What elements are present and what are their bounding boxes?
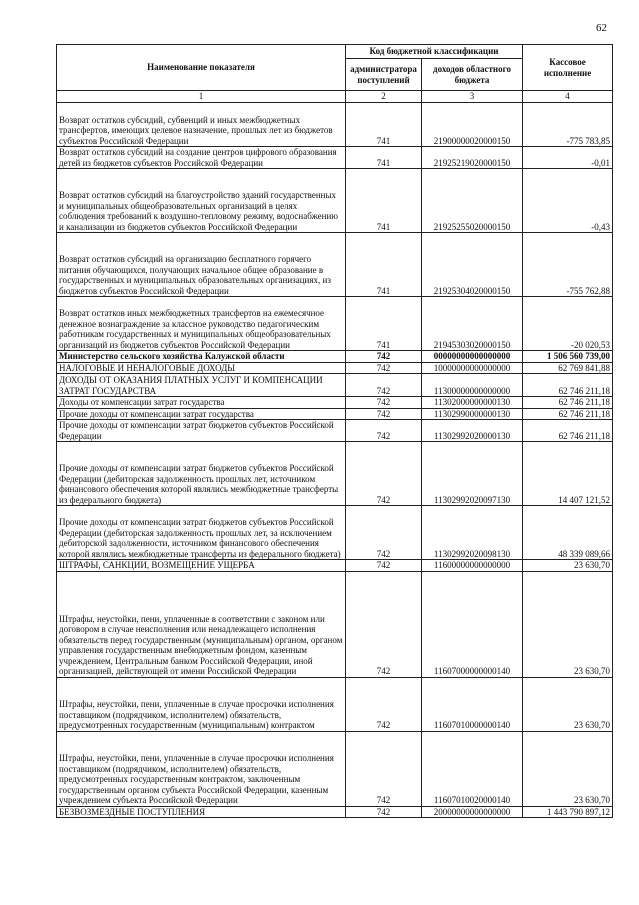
header-code: доходов областного бюджета (422, 59, 523, 91)
row-amount: 62 746 211,18 (523, 397, 613, 409)
header-amount: Кассовое исполнение (523, 45, 613, 91)
row-amount: 62 746 211,18 (523, 374, 613, 397)
row-budget-code: 11600000000000000 (422, 560, 523, 572)
row-amount: 62 746 211,18 (523, 420, 613, 442)
column-number-2: 2 (346, 91, 422, 103)
budget-table (56, 44, 613, 818)
row-amount: -0,01 (523, 147, 613, 169)
row-amount: -20 020,53 (523, 297, 613, 351)
row-amount: 1 506 560 739,00 (523, 351, 613, 363)
column-number-3: 3 (422, 91, 523, 103)
row-name: БЕЗВОЗМЕЗДНЫЕ ПОСТУПЛЕНИЯ (57, 806, 346, 818)
table-row (57, 731, 613, 806)
table-row (57, 442, 613, 506)
header-budget-code-group: Код бюджетной классификации (346, 45, 523, 59)
table-row (57, 233, 613, 297)
row-budget-code: 21925219020000150 (422, 147, 523, 169)
row-admin-code: 742 (346, 677, 422, 731)
row-budget-code: 11300000000000000 (422, 374, 523, 397)
table-row (57, 362, 613, 374)
table-row (57, 408, 613, 420)
row-name: Прочие доходы от компенсации затрат бюджетов субъектов Российской Федерации (57, 420, 346, 442)
table-row (57, 420, 613, 442)
row-name: Штрафы, неустойки, пени, уплаченные в соответствии с законом или договором в случае неисполнения или ненадлежащего исполнения обязательств перед государственным (муниципальным) органом, органом управления государственным внебюджетным фондом, казенным учреждением, Центральным банком Российской Федерации, иной организацией, действующей от имени Российской Федерации (57, 571, 346, 677)
row-amount: 14 407 121,52 (523, 442, 613, 506)
row-admin-code: 742 (346, 571, 422, 677)
row-budget-code: 21900000020000150 (422, 103, 523, 147)
row-amount: -775 783,85 (523, 103, 613, 147)
row-admin-code: 742 (346, 397, 422, 409)
row-budget-code: 11302992020098130 (422, 506, 523, 560)
table-row (57, 351, 613, 363)
row-amount: 23 630,70 (523, 731, 613, 806)
row-name: Возврат остатков субсидий на создание центров цифрового образования детей из бюджетов субъектов Российской Федерации (57, 147, 346, 169)
row-name: Штрафы, неустойки, пени, уплаченные в случае просрочки исполнения поставщиком (подрядчиком, исполнителем) обязательств, предусмотренных государственным контрактом, заключенным государственным органом субъекта Российской Федерации, казенным учреждением субъекта Российской Федерации (57, 731, 346, 806)
row-budget-code: 11302000000000130 (422, 397, 523, 409)
row-budget-code: 20000000000000000 (422, 806, 523, 818)
row-amount: 62 746 211,18 (523, 408, 613, 420)
row-admin-code: 742 (346, 351, 422, 363)
row-name: НАЛОГОВЫЕ И НЕНАЛОГОВЫЕ ДОХОДЫ (57, 362, 346, 374)
row-amount: -755 762,88 (523, 233, 613, 297)
row-admin-code: 741 (346, 169, 422, 233)
row-admin-code: 742 (346, 420, 422, 442)
row-admin-code: 742 (346, 731, 422, 806)
row-budget-code: 11607010000000140 (422, 677, 523, 731)
table-row (57, 169, 613, 233)
row-budget-code: 21945303020000150 (422, 297, 523, 351)
table-row (57, 806, 613, 818)
row-admin-code: 741 (346, 103, 422, 147)
row-admin-code: 742 (346, 560, 422, 572)
row-name: Возврат остатков субсидий на благоустройство зданий государственных и муниципальных общеобразовательных организаций в целях соблюдения требований к воздушно-тепловому режиму, водоснабжению и канализации из бюджетов субъектов Российской Федерации (57, 169, 346, 233)
row-name: Доходы от компенсации затрат государства (57, 397, 346, 409)
table-row (57, 506, 613, 560)
row-name: ШТРАФЫ, САНКЦИИ, ВОЗМЕЩЕНИЕ УЩЕРБА (57, 560, 346, 572)
row-budget-code: 11302990000000130 (422, 408, 523, 420)
row-budget-code: 21925255020000150 (422, 169, 523, 233)
row-amount: 62 769 841,88 (523, 362, 613, 374)
row-amount: 23 630,70 (523, 571, 613, 677)
row-admin-code: 742 (346, 362, 422, 374)
row-admin-code: 742 (346, 374, 422, 397)
row-name: Возврат остатков субсидий, субвенций и иных межбюджетных трансфертов, имеющих целевое назначение, прошлых лет из бюджетов субъектов Российской Федерации (57, 103, 346, 147)
row-admin-code: 742 (346, 442, 422, 506)
row-name: Штрафы, неустойки, пени, уплаченные в случае просрочки исполнения поставщиком (подрядчиком, исполнителем) обязательств, предусмотренных государственным (муниципальным) контрактом (57, 677, 346, 731)
row-budget-code: 11302992020000130 (422, 420, 523, 442)
table-row (57, 147, 613, 169)
row-amount: 23 630,70 (523, 677, 613, 731)
row-admin-code: 741 (346, 297, 422, 351)
row-name: Прочие доходы от компенсации затрат бюджетов субъектов Российской Федерации (дебиторская задолженность прошлых лет, за исключением дебиторской задолженности, источником финансового обеспечения которой являлись межбюджетные трансферты из федерального бюджета) (57, 506, 346, 560)
row-admin-code: 741 (346, 233, 422, 297)
table-row (57, 103, 613, 147)
row-budget-code: 21925304020000150 (422, 233, 523, 297)
row-admin-code: 742 (346, 506, 422, 560)
row-budget-code: 11302992020097130 (422, 442, 523, 506)
row-admin-code: 742 (346, 408, 422, 420)
row-budget-code: 11607000000000140 (422, 571, 523, 677)
table-row (57, 560, 613, 572)
header-name: Наименование показателя (57, 45, 346, 91)
row-name: Прочие доходы от компенсации затрат государства (57, 408, 346, 420)
column-number-1: 1 (57, 91, 346, 103)
row-name: ДОХОДЫ ОТ ОКАЗАНИЯ ПЛАТНЫХ УСЛУГ И КОМПЕНСАЦИИ ЗАТРАТ ГОСУДАРСТВА (57, 374, 346, 397)
row-budget-code: 11607010020000140 (422, 731, 523, 806)
table-row (57, 374, 613, 397)
row-name: Министерство сельского хозяйства Калужской области (57, 351, 346, 363)
row-budget-code: 00000000000000000 (422, 351, 523, 363)
row-name: Прочие доходы от компенсации затрат бюджетов субъектов Российской Федерации (дебиторская задолженность прошлых лет, источником финансового обеспечения которой являлись межбюджетные трансферты из федерального бюджета) (57, 442, 346, 506)
page-number: 62 (596, 22, 607, 34)
row-admin-code: 742 (346, 806, 422, 818)
table-row (57, 297, 613, 351)
row-amount: 23 630,70 (523, 560, 613, 572)
table-row (57, 677, 613, 731)
row-amount: 1 443 790 897,12 (523, 806, 613, 818)
row-name: Возврат остатков субсидий на организацию бесплатного горячего питания обучающихся, получающих начальное общее образование в государственных и муниципальных образовательных организациях, из бюджетов субъектов Российской Федерации (57, 233, 346, 297)
row-budget-code: 10000000000000000 (422, 362, 523, 374)
table-row (57, 397, 613, 409)
table-row (57, 571, 613, 677)
header-admin: администратора поступлений (346, 59, 422, 91)
row-admin-code: 741 (346, 147, 422, 169)
row-name: Возврат остатков иных межбюджетных трансфертов на ежемесячное денежное вознаграждение за классное руководство педагогическим работникам государственных и муниципальных общеобразовательных организаций из бюджетов субъектов Российской Федерации (57, 297, 346, 351)
column-number-4: 4 (523, 91, 613, 103)
row-amount: -0,43 (523, 169, 613, 233)
row-amount: 48 339 089,66 (523, 506, 613, 560)
